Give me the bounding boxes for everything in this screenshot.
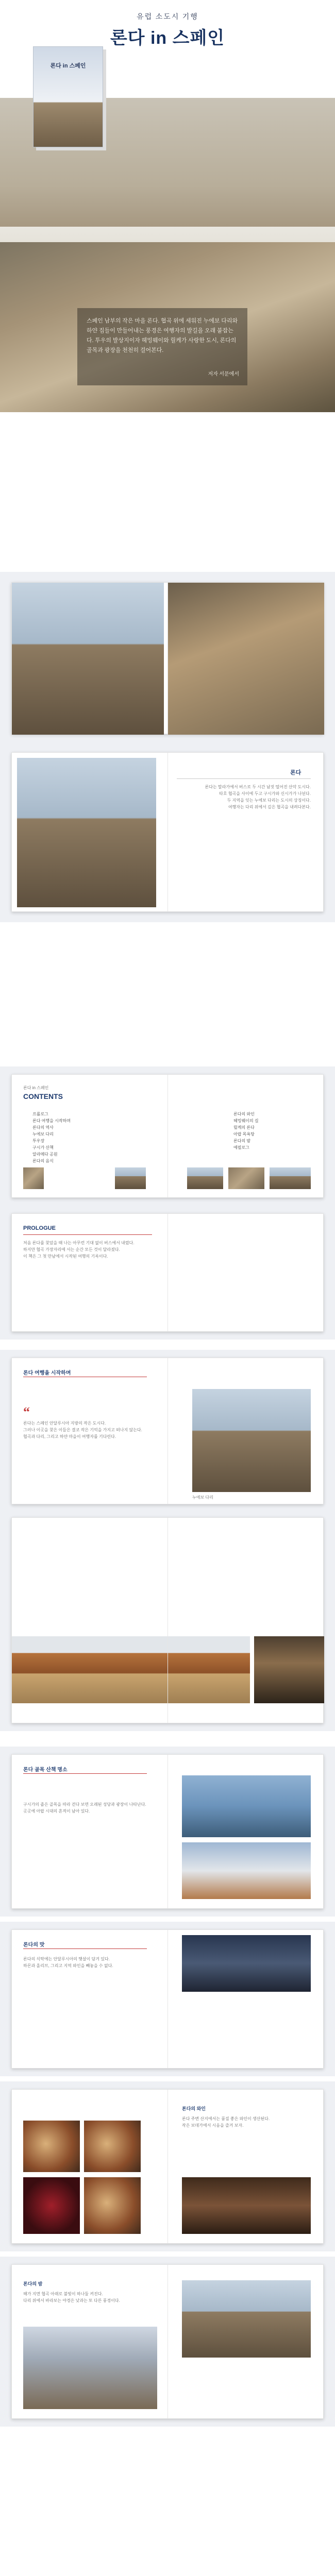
- intro-heading: 론다 여행을 시작하며: [23, 1370, 71, 1376]
- text-line: 하지만 협곡 가장자리에 서는 순간 모든 것이 달라졌다.: [23, 1247, 120, 1252]
- ronda-heading: 론다: [290, 770, 301, 776]
- text-line: 곳곳에 아랍 시대의 흔적이 남아 있다.: [23, 1809, 90, 1814]
- text-line: 이 책은 그 첫 만남에서 시작된 여행의 기록이다.: [23, 1254, 108, 1259]
- text-line: 작은 보데가에서 시음을 즐겨 보자.: [182, 2123, 244, 2128]
- text-line: 론다의 식탁에는 안달루시아의 햇살이 담겨 있다.: [23, 1957, 110, 1961]
- spread-food-intro: [11, 1929, 324, 2069]
- series-title: 유럽 소도시 기행: [137, 13, 198, 21]
- book-cover-title: 론다 in 스페인: [50, 63, 86, 69]
- wine-text: [182, 2115, 311, 2129]
- night-text: [23, 2291, 157, 2304]
- wine-bar-photo: [182, 2177, 311, 2234]
- spread-wine: [11, 2089, 324, 2244]
- text-line: 다리 위에서 바라보는 야경은 낮과는 또 다른 풍경이다.: [23, 2298, 120, 2303]
- ronda-line-1: 론다는 말라가에서 버스로 두 시간 남짓 떨어진 산악 도시다.: [205, 785, 311, 789]
- food-heading: 론다의 맛: [23, 1942, 45, 1948]
- intro-caption: 누에보 다리: [192, 1495, 213, 1500]
- ronda-cliff-photo: [17, 758, 156, 907]
- spread-ronda: [11, 752, 324, 912]
- toc-item[interactable]: 론다 여행을 시작하며: [32, 1118, 71, 1123]
- toc-item[interactable]: 헤밍웨이의 길: [233, 1118, 259, 1123]
- intro-text: [23, 1420, 157, 1440]
- toc-title: CONTENTS: [23, 1092, 63, 1100]
- toc-book-label: 론다 in 스페인: [23, 1086, 49, 1090]
- plaza-photo: [23, 2327, 157, 2409]
- bridge-photo: [12, 583, 164, 735]
- walk-photo: [182, 1775, 311, 1837]
- intro-quote-source: 저자 서문에서: [208, 371, 239, 377]
- toc-left-list: [32, 1111, 71, 1164]
- toc-item[interactable]: 투우장: [32, 1139, 45, 1143]
- spread-night: [11, 2264, 324, 2419]
- toc-thumb: [270, 1167, 311, 1189]
- food-text: [23, 1956, 157, 1969]
- toc-item[interactable]: 아랍 목욕탕: [233, 1132, 255, 1137]
- toc-item[interactable]: 알라메다 공원: [32, 1152, 58, 1157]
- toc-thumb: [187, 1167, 223, 1189]
- text-line: 론다 주변 산지에서는 품질 좋은 와인이 생산된다.: [182, 2116, 270, 2121]
- toc-item[interactable]: 론다의 밤: [233, 1139, 251, 1143]
- spread-bridge: [11, 582, 324, 734]
- quote-mark-icon: “: [23, 1404, 30, 1419]
- spread-arena: [11, 1517, 324, 1723]
- spread-walk: [11, 1754, 324, 1909]
- arena-photo: [12, 1636, 250, 1703]
- intro-quote-text: 스페인 남부의 작은 마을 론다. 협곡 위에 세워진 누에보 다리와 하얀 집들이 만들어내는 풍경은 여행자의 발길을 오래 붙잡는다. 투우의 발상지이자 헤밍웨이와 릴케가 사랑한 도시, 론다의 골목과 광장을 천천히 걸어본다.: [87, 318, 238, 353]
- wine-glass-photo: [23, 2177, 80, 2234]
- ronda-line-2: 타호 협곡을 사이에 두고 구시가와 신시가가 나뉜다.: [219, 791, 311, 796]
- walk-heading: 론다 골목 산책 명소: [23, 1767, 68, 1773]
- text-line: 처음 론다를 찾았을 때 나는 아무런 기대 없이 버스에서 내렸다.: [23, 1241, 135, 1245]
- divider: [23, 1773, 147, 1774]
- toc-right-list: [233, 1111, 259, 1151]
- food-dish-photo: [84, 2121, 141, 2172]
- divider: [177, 778, 311, 779]
- text-line: 그러나 이곳을 찾은 이들은 결코 작은 기억을 가지고 떠나지 않는다.: [23, 1428, 142, 1432]
- toc-item[interactable]: 누에보 다리: [32, 1132, 54, 1137]
- toc-item[interactable]: 론다의 음식: [32, 1159, 54, 1163]
- wine-heading: 론다의 와인: [182, 2106, 206, 2111]
- food-dish-photo: [23, 2121, 80, 2172]
- night-heading: 론다의 밤: [23, 2281, 43, 2286]
- book-cover: [33, 46, 103, 147]
- ronda-text: [177, 784, 311, 810]
- intro-photo: [192, 1389, 311, 1492]
- ronda-line-3: 두 지역을 잇는 누에보 다리는 도시의 상징이다.: [227, 798, 311, 803]
- intro-quote: [77, 308, 247, 385]
- prologue-heading: PROLOGUE: [23, 1225, 56, 1231]
- divider: [23, 1234, 152, 1235]
- toc-item[interactable]: 릴케의 론다: [233, 1125, 255, 1130]
- gorge-photo: [168, 583, 324, 735]
- text-line: 론다는 스페인 안달루시아 지방의 작은 도시다.: [23, 1421, 106, 1426]
- food-dish-photo: [84, 2177, 141, 2234]
- prologue-text: [23, 1240, 157, 1260]
- divider: [23, 1948, 147, 1949]
- night-photo: [182, 2280, 311, 2358]
- text-line: 해가 지면 협곡 아래로 불빛이 하나둘 켜진다.: [23, 2292, 103, 2296]
- spread-contents: [11, 1074, 324, 1198]
- toc-item[interactable]: 론다의 역사: [32, 1125, 54, 1130]
- text-line: 협곡과 다리, 그리고 하얀 마을이 여행자를 기다린다.: [23, 1434, 116, 1439]
- toc-thumb: [228, 1167, 264, 1189]
- toc-item[interactable]: 프롤로그: [32, 1112, 48, 1116]
- toc-item[interactable]: 구시가 산책: [32, 1145, 54, 1150]
- text-line: 하몬과 올리브, 그리고 지역 와인을 빼놓을 수 없다.: [23, 1963, 113, 1968]
- spread-intro: [11, 1358, 324, 1504]
- toc-thumb: [23, 1167, 44, 1189]
- text-line: 구시가의 좁은 골목을 따라 걷다 보면 오래된 성당과 광장이 나타난다.: [23, 1802, 146, 1807]
- toc-thumb: [115, 1167, 146, 1189]
- spread-prologue: [11, 1213, 324, 1332]
- walk-photo: [182, 1842, 311, 1899]
- ronda-line-4: 여행자는 다리 위에서 깊은 협곡을 내려다본다.: [228, 805, 311, 809]
- arena-corridor-photo: [254, 1636, 324, 1703]
- food-photo: [182, 1935, 311, 1992]
- toc-item[interactable]: 에필로그: [233, 1145, 249, 1150]
- toc-item[interactable]: 론다의 와인: [233, 1112, 255, 1116]
- book-title: 론다 in 스페인: [110, 28, 225, 48]
- hero-banner: [0, 0, 335, 242]
- walk-text: [23, 1801, 157, 1815]
